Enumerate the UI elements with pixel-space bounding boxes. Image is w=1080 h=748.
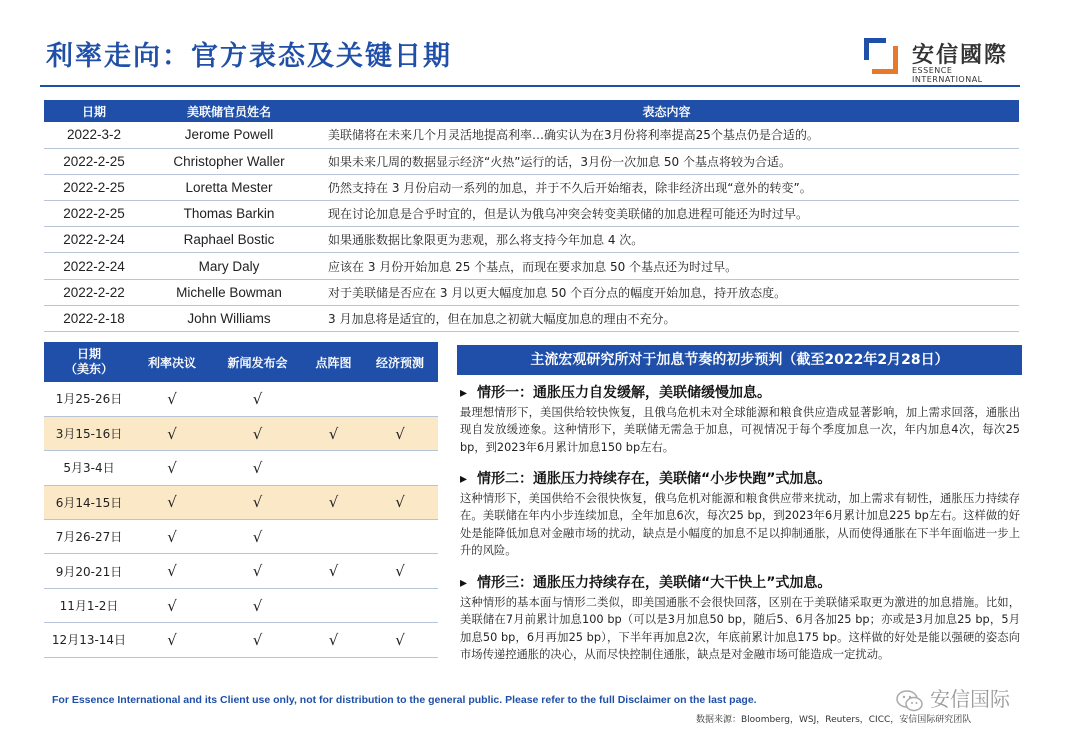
statement-date: 2022-2-25 [44,148,144,174]
statement-date: 2022-2-24 [44,227,144,253]
scenario-title [460,468,1020,488]
checkmark-icon: √ [362,485,438,519]
scenario-body: 这种情形的基本面与情形二类似，即美国通胀不会很快回落，区别在于美联储采取更为激进的加息措施。比如，美联储在7月前累计加息100 bp（可以是3月加息50 bp，随后5、6月各加25 bp；亦或是3月加息25 bp，5月加息50 bp，6月再加25 bp），下半年再加息2次，年底前累计加息175 bp。这样做的好处是能以强硬的姿态向市场传递控通胀的决心，从而尽快控制住通胀，缺点是对金融市场可能造成一定扰动。 [460,596,1020,662]
meeting-date: 11月1-2日 [44,588,134,622]
checkmark-icon: √ [210,623,305,657]
checkmark-icon: √ [362,623,438,657]
bullet-icon: ▸ [460,575,468,591]
checkmark-icon: √ [134,382,210,416]
meeting-date: 7月26-27日 [44,520,134,554]
statement-row [44,305,1019,331]
checkmark-icon: √ [362,416,438,450]
official-name: John Williams [144,305,314,331]
col-header-press-conference: 新闻发布会 [210,342,305,382]
checkmark-icon: √ [134,451,210,485]
empty-cell [305,588,362,622]
scenario-title-text: 情形二：通胀压力持续存在，美联储“小步快跑”式加息。 [477,471,832,487]
statement-row [44,148,1019,174]
checkmark-icon: √ [210,588,305,622]
schedule-row [44,623,438,657]
col-header-meeting-date: 日期 （美东） [44,342,134,382]
official-name: Thomas Barkin [144,201,314,227]
scenario-title-text: 情形一：通胀压力自发缓解，美联储缓慢加息。 [477,385,772,401]
scenario-1 [460,382,1020,456]
bullet-icon: ▸ [460,471,468,487]
scenario-title-text: 情形三：通胀压力持续存在，美联储“大干快上”式加息。 [477,575,832,591]
statement-text: 如果通胀数据比象限更为悲观，那么将支持今年加息 4 次。 [314,227,1019,253]
page-title: 利率走向：官方表态及关键日期 [46,41,452,72]
meeting-date: 5月3-4日 [44,451,134,485]
statement-row [44,253,1019,279]
statement-row [44,201,1019,227]
watermark-text: 安信国际 [930,687,1010,711]
checkmark-icon: √ [134,554,210,588]
checkmark-icon: √ [305,623,362,657]
disclaimer-text: For Essence International and its Client use only, not for distribution to the general public. Please refer to the full Disclaimer on the last page. [52,694,757,706]
checkmark-icon: √ [210,416,305,450]
scenario-title [460,382,1020,402]
col-header-statement: 表态内容 [314,100,1019,122]
checkmark-icon: √ [134,588,210,622]
checkmark-icon: √ [134,623,210,657]
checkmark-icon: √ [362,554,438,588]
checkmark-icon: √ [305,554,362,588]
official-statements-table [44,100,1019,332]
empty-cell [362,588,438,622]
statement-date: 2022-2-25 [44,201,144,227]
schedule-header-row [44,342,438,382]
official-name: Christopher Waller [144,148,314,174]
official-name: Jerome Powell [144,122,314,148]
official-name: Raphael Bostic [144,227,314,253]
statement-text: 对于美联储是否应在 3 月以更大幅度加息 50 个百分点的幅度开始加息，持开放态度。 [314,279,1019,305]
empty-cell [362,382,438,416]
statement-text: 应该在 3 月份开始加息 25 个基点，而现在要求加息 50 个基点还为时过早。 [314,253,1019,279]
checkmark-icon: √ [210,451,305,485]
statements-header-row [44,100,1019,122]
checkmark-icon: √ [134,416,210,450]
meeting-date: 1月25-26日 [44,382,134,416]
empty-cell [305,520,362,554]
company-logo [864,38,1024,84]
meeting-date: 9月20-21日 [44,554,134,588]
checkmark-icon: √ [305,485,362,519]
bullet-icon: ▸ [460,385,468,401]
fomc-schedule-table [44,342,438,658]
logo-mark-icon [864,38,900,74]
meeting-date: 12月13-14日 [44,623,134,657]
statement-date: 2022-2-24 [44,253,144,279]
checkmark-icon: √ [210,554,305,588]
data-source-note: 数据来源：Bloomberg，WSJ，Reuters，CICC，安信国际研究团队 [696,715,972,725]
scenario-body: 最理想情形下，美国供给较快恢复，且俄乌危机未对全球能源和粮食供应造成显著影响，加上需求回落，通胀出现自发放缓迹象。这种情形下，美联储无需急于加息，可视情况于每个季度加息一次，年内加息4次，每次25 bp，到2023年6月累计加息150 bp左右。 [460,406,1020,454]
col-header-dot-plot: 点阵图 [305,342,362,382]
schedule-row [44,416,438,450]
statement-row [44,227,1019,253]
statement-row [44,122,1019,148]
meeting-date: 6月14-15日 [44,485,134,519]
schedule-row [44,588,438,622]
schedule-row [44,485,438,519]
checkmark-icon: √ [210,485,305,519]
schedule-row [44,520,438,554]
checkmark-icon: √ [134,520,210,554]
checkmark-icon: √ [134,485,210,519]
statement-text: 美联储将在未来几个月灵活地提高利率…确实认为在3月份将利率提高25个基点仍是合适的。 [314,122,1019,148]
official-name: Mary Daly [144,253,314,279]
statement-text: 3 月加息将是适宜的，但在加息之初就大幅度加息的理由不充分。 [314,305,1019,331]
official-name: Loretta Mester [144,174,314,200]
statement-text: 如果未来几周的数据显示经济“火热”运行的话，3月份一次加息 50 个基点将较为合适。 [314,148,1019,174]
empty-cell [362,520,438,554]
schedule-row [44,554,438,588]
official-name: Michelle Bowman [144,279,314,305]
checkmark-icon: √ [305,416,362,450]
checkmark-icon: √ [210,520,305,554]
col-header-date: 日期 [44,100,144,122]
statement-date: 2022-2-25 [44,174,144,200]
col-header-rate-decision: 利率决议 [134,342,210,382]
statement-date: 2022-3-2 [44,122,144,148]
schedule-row [44,382,438,416]
wechat-icon [896,689,924,713]
statement-text: 现在讨论加息是合乎时宜的，但是认为俄乌冲突会转变美联储的加息进程可能还为时过早。 [314,201,1019,227]
empty-cell [362,451,438,485]
statement-row [44,279,1019,305]
logo-en-text: ESSENCE INTERNATIONAL [912,66,983,84]
empty-cell [305,382,362,416]
scenario-body: 这种情形下，美国供给不会很快恢复，俄乌危机对能源和粮食供应带来扰动，加上需求有韧性，通胀压力持续存在。美联储在年内小步连续加息，全年加息6次，每次25 bp，到2023年6月累计加息225 bp左右。这样做的好处是能降低加息对金融市场的扰动，缺点是小幅度的加息不足以抑制通胀，从而使得通胀在下半年面临进一步上升的风险。 [460,492,1020,558]
statement-date: 2022-2-22 [44,279,144,305]
col-header-official: 美联储官员姓名 [144,100,314,122]
schedule-row [44,451,438,485]
logo-cn-text: 安信國際 [912,42,1009,68]
scenario-3 [460,572,1020,664]
scenario-title [460,572,1020,592]
meeting-date: 3月15-16日 [44,416,134,450]
empty-cell [305,451,362,485]
forecast-panel-heading: 主流宏观研究所对于加息节奏的初步预判（截至2022年2月28日） [457,345,1022,375]
col-header-economic-projections: 经济预测 [362,342,438,382]
checkmark-icon: √ [210,382,305,416]
title-divider [40,85,1020,87]
wechat-watermark [896,683,1010,713]
statement-date: 2022-2-18 [44,305,144,331]
statement-row [44,174,1019,200]
scenario-2 [460,468,1020,560]
statement-text: 仍然支持在 3 月份启动一系列的加息，并于不久后开始缩表，除非经济出现“意外的转变”。 [314,174,1019,200]
